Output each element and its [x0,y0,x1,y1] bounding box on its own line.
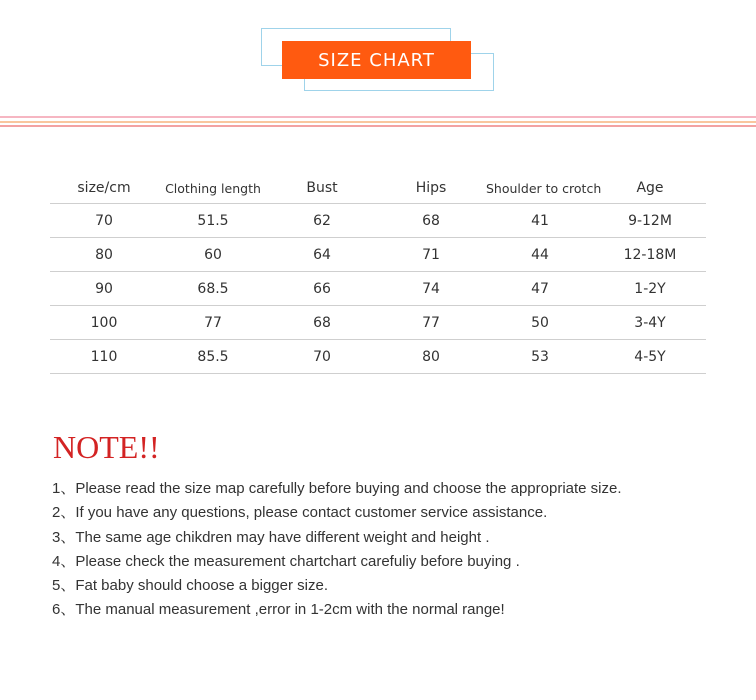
table-cell: 62 [268,204,376,238]
table-cell: 44 [486,238,594,272]
table-cell: 80 [376,340,486,374]
table-cell: 80 [50,238,158,272]
banner-title-box [282,41,471,79]
notes-list [52,479,622,625]
table-cell: 66 [268,272,376,306]
table-row [50,204,706,238]
table-row [50,340,706,374]
note-item: 1、Please read the size map carefully before buying and choose the appropriate size. [52,480,622,497]
header-shoulder-to-crotch: Shoulder to crotch [486,173,594,204]
table-cell: 3-4Y [594,306,706,340]
note-title: NOTE!! [53,429,160,465]
table-cell: 4-5Y [594,340,706,374]
table-cell: 60 [158,238,268,272]
table-cell: 74 [376,272,486,306]
note-item: 6、The manual measurement ,error in 1-2cm with the normal range! [52,601,505,619]
table-cell: 110 [50,340,158,374]
note-item: 2、If you have any questions, please contact customer service assistance. [52,504,548,522]
table-cell: 64 [268,238,376,272]
note-item: 5、Fat baby should choose a bigger size. [52,577,328,595]
size-table [50,173,706,374]
divider-stripe-pink [0,116,756,118]
table-cell: 71 [376,238,486,272]
header-clothing-length: Clothing length [158,173,268,204]
table-cell: 50 [486,306,594,340]
header-age: Age [594,173,706,204]
table-cell: 70 [268,340,376,374]
table-cell: 1-2Y [594,272,706,306]
table-cell: 77 [158,306,268,340]
table-cell: 47 [486,272,594,306]
table-cell: 12-18M [594,238,706,272]
header-hips: Hips [376,173,486,204]
note-item: 3、The same age chikdren may have different weight and height . [52,528,490,546]
table-cell: 85.5 [158,340,268,374]
header-bust: Bust [268,173,376,204]
table-cell: 90 [50,272,158,306]
divider-stripe-orange [0,121,756,123]
banner-title: SIZE CHART [318,49,435,71]
table-cell: 51.5 [158,204,268,238]
table-cell: 68 [376,204,486,238]
table-cell: 41 [486,204,594,238]
note-item: 4、Please check the measurement chartchart carefuliy before buying . [52,552,520,570]
table-cell: 68.5 [158,272,268,306]
table-cell: 68 [268,306,376,340]
table-cell: 77 [376,306,486,340]
table-row [50,272,706,306]
table-cell: 53 [486,340,594,374]
table-cell: 9-12M [594,204,706,238]
table-cell: 70 [50,204,158,238]
header-size: size/cm [50,173,158,204]
table-header-row [50,173,706,204]
size-chart-banner [0,0,756,130]
table-row [50,238,706,272]
table-cell: 100 [50,306,158,340]
divider-stripe-red [0,125,756,127]
table-row [50,306,706,340]
